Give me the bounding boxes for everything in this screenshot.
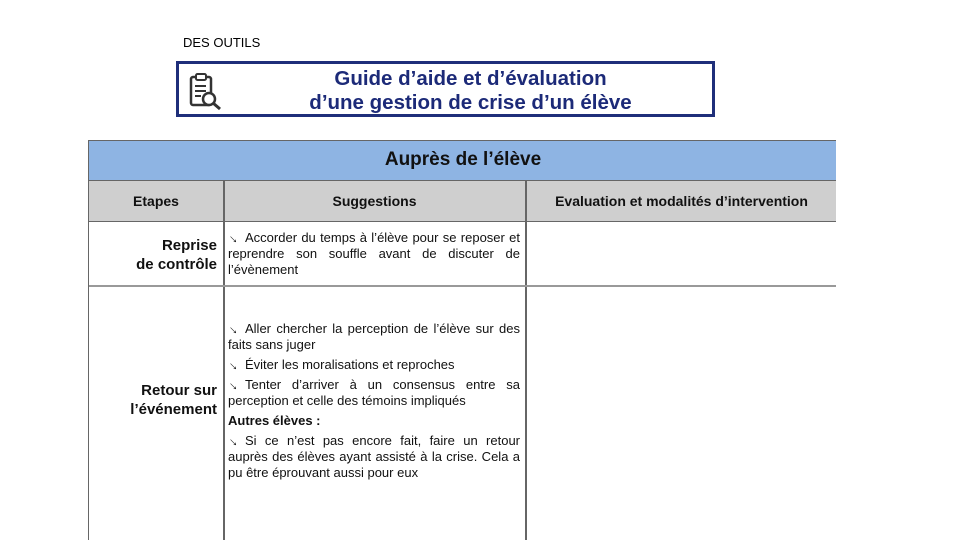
arrow-down-right-icon: → <box>224 318 245 339</box>
list-item: →Tenter d’arriver à un consensus entre sa perception et celle des témoins impliqués <box>224 374 520 408</box>
column-header-row <box>89 181 836 222</box>
column-header-suggestions: Suggestions <box>332 193 417 209</box>
list-item: →Si ce n’est pas encore fait, faire un retour auprès des élèves ayant assisté à la crise. Cela a pu être éprouvant aussi pour eux <box>224 430 520 480</box>
column-divider <box>525 181 527 540</box>
list-item: →Accorder du temps à l’élève pour se reposer et reprendre son souffle avant de discuter de l’évènement <box>224 227 520 277</box>
arrow-down-right-icon: → <box>224 374 245 395</box>
section-label: DES OUTILS <box>183 35 261 50</box>
list-item: →Éviter les moralisations et reproches <box>224 354 455 375</box>
title-line-1: Guide d’aide et d’évaluation <box>334 67 607 90</box>
document-title <box>239 67 702 115</box>
clipboard-magnifier-icon <box>187 72 225 112</box>
title-line-2: d’une gestion de crise d’un élève <box>309 91 632 114</box>
suggestions-reprise <box>224 227 520 282</box>
arrow-down-right-icon: → <box>224 227 245 248</box>
column-header-etapes: Etapes <box>133 193 179 209</box>
guide-table <box>88 140 836 540</box>
title-box <box>176 61 715 117</box>
list-item: →Aller chercher la perception de l’élève sur des faits sans juger <box>224 318 520 352</box>
arrow-down-right-icon: → <box>224 354 245 375</box>
etape-line: de contrôle <box>136 256 217 273</box>
arrow-down-right-icon: → <box>224 430 245 451</box>
column-divider <box>223 181 225 540</box>
etape-retour-sur-evenement <box>89 381 217 419</box>
etape-line: l’événement <box>130 401 217 418</box>
suggestions-retour <box>224 318 520 485</box>
etape-line: Retour sur <box>141 382 217 399</box>
row-divider <box>89 285 836 287</box>
table-heading: Auprès de l’élève <box>89 140 836 181</box>
etape-reprise-de-controle <box>89 236 217 274</box>
column-header-evaluation: Evaluation et modalités d’intervention <box>555 193 808 209</box>
etape-line: Reprise <box>161 237 217 254</box>
sub-heading-autres-eleves: Autres élèves : <box>228 413 321 428</box>
